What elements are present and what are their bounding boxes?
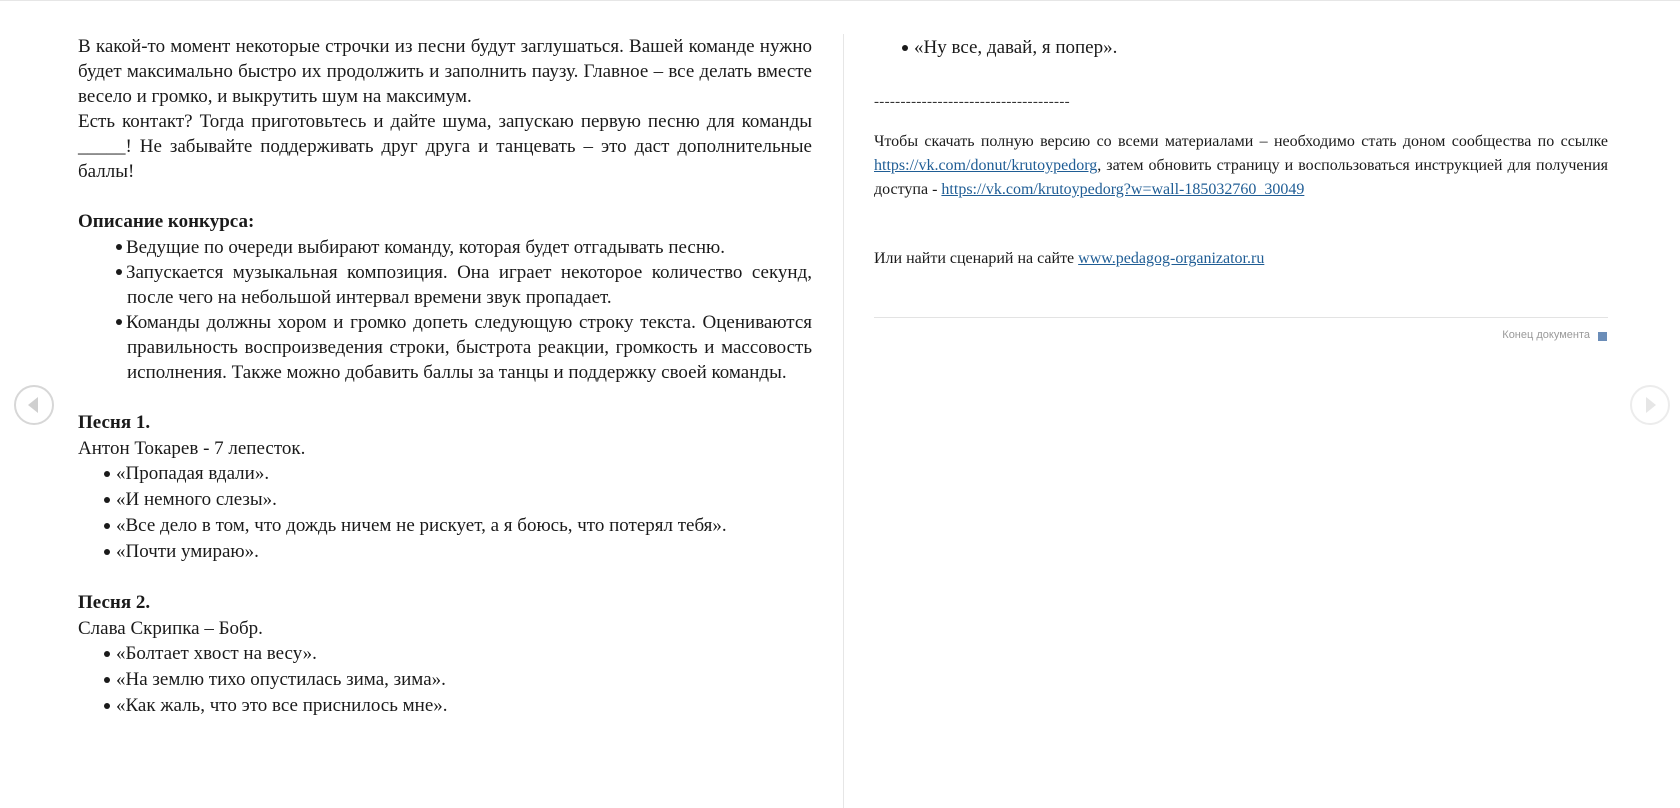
song-2-heading: Песня 2.: [78, 592, 151, 613]
bullet-icon: [116, 269, 122, 275]
bullet-icon: [104, 523, 110, 529]
site-reference: Или найти сценарий на сайте www.pedagog-organizator.ru: [874, 250, 1265, 267]
download-instructions: Чтобы скачать полную версию со всеми материалами – необходимо стать доном сообщества по ссылке https://vk.com/donut/krutoypedorg, затем обновить страницу и воспользоваться инструкцией для получения доступа - https://vk.com/krutoypedorg?w=wall-185032760_30049: [874, 133, 1608, 198]
bullet-icon: [104, 677, 110, 683]
list-item: Ведущие по очереди выбирают команду, которая будет отгадывать песню.: [76, 235, 812, 260]
list-item: «На землю тихо опустилась зима, зима».: [76, 667, 812, 693]
intro-paragraph-2: Есть контакт? Тогда приготовьтесь и дайте шума, запускаю первую песню для команды _____! Не забывайте поддерживать друг друга и танцевать – это даст дополнительные баллы!: [78, 111, 812, 182]
site-link[interactable]: www.pedagog-organizator.ru: [1078, 250, 1265, 267]
contest-description-heading: Описание конкурса:: [78, 211, 255, 232]
document-page-left: [78, 34, 812, 719]
bullet-icon: [104, 497, 110, 503]
list-item: Команды должны хором и громко допеть следующую строку текста. Оцениваются правильность воспроизведения строки, быстрота реакции, громкость и массовость исполнения. Также можно добавить баллы за танцы и поддержку своей команды.: [76, 310, 812, 385]
intro-paragraph-1: В какой-то момент некоторые строчки из песни будут заглушаться. Вашей команде нужно будет максимально быстро их продолжить и заполнить паузу. Главное – все делать вместе весело и громко, и выкрутить шум на максимум.: [78, 36, 812, 107]
bullet-icon: [104, 549, 110, 555]
end-of-document-label: Конец документа: [1502, 329, 1590, 341]
next-page-button[interactable]: [1630, 385, 1670, 425]
end-marker-icon: [1598, 332, 1607, 341]
list-item: Запускается музыкальная композиция. Она играет некоторое количество секунд, после чего на небольшой интервал времени звук пропадает.: [76, 260, 812, 310]
bullet-icon: [104, 471, 110, 477]
end-of-document-rule: [874, 317, 1608, 318]
bullet-icon: [116, 244, 122, 250]
bullet-icon: [116, 319, 122, 325]
list-item: «Все дело в том, что дождь ничем не рискует, а я боюсь, что потерял тебя».: [76, 513, 812, 539]
list-item: «И немного слезы».: [76, 487, 812, 513]
list-item: «Болтает хвост на весу».: [76, 641, 812, 667]
song-2-artist: Слава Скрипка – Бобр.: [78, 618, 263, 639]
bullet-icon: [104, 651, 110, 657]
list-item: «Как жаль, что это все приснилось мне».: [76, 693, 812, 719]
contest-rules-list: [78, 235, 812, 385]
wall-post-link[interactable]: https://vk.com/krutoypedorg?w=wall-185032760_30049: [941, 181, 1305, 198]
bullet-icon: [104, 703, 110, 709]
song-2-lines: [78, 641, 812, 719]
document-page-right: [874, 34, 1608, 271]
top-border: [0, 0, 1680, 1]
chevron-left-icon: [16, 387, 52, 423]
bullet-icon: [902, 45, 908, 51]
chevron-right-icon: [1632, 387, 1668, 423]
song-1-artist: Антон Токарев - 7 лепесток.: [78, 438, 306, 459]
page-divider: [843, 34, 844, 808]
list-item: «Пропадая вдали».: [76, 461, 812, 487]
prev-page-button[interactable]: [14, 385, 54, 425]
list-item: «Почти умираю».: [76, 539, 812, 565]
song-1-lines: [78, 461, 812, 565]
list-item: «Ну все, давай, я попер».: [874, 34, 1608, 62]
separator-line: -------------------------------------: [874, 94, 1070, 110]
donut-link[interactable]: https://vk.com/donut/krutoypedorg: [874, 157, 1098, 174]
song-1-heading: Песня 1.: [78, 412, 151, 433]
